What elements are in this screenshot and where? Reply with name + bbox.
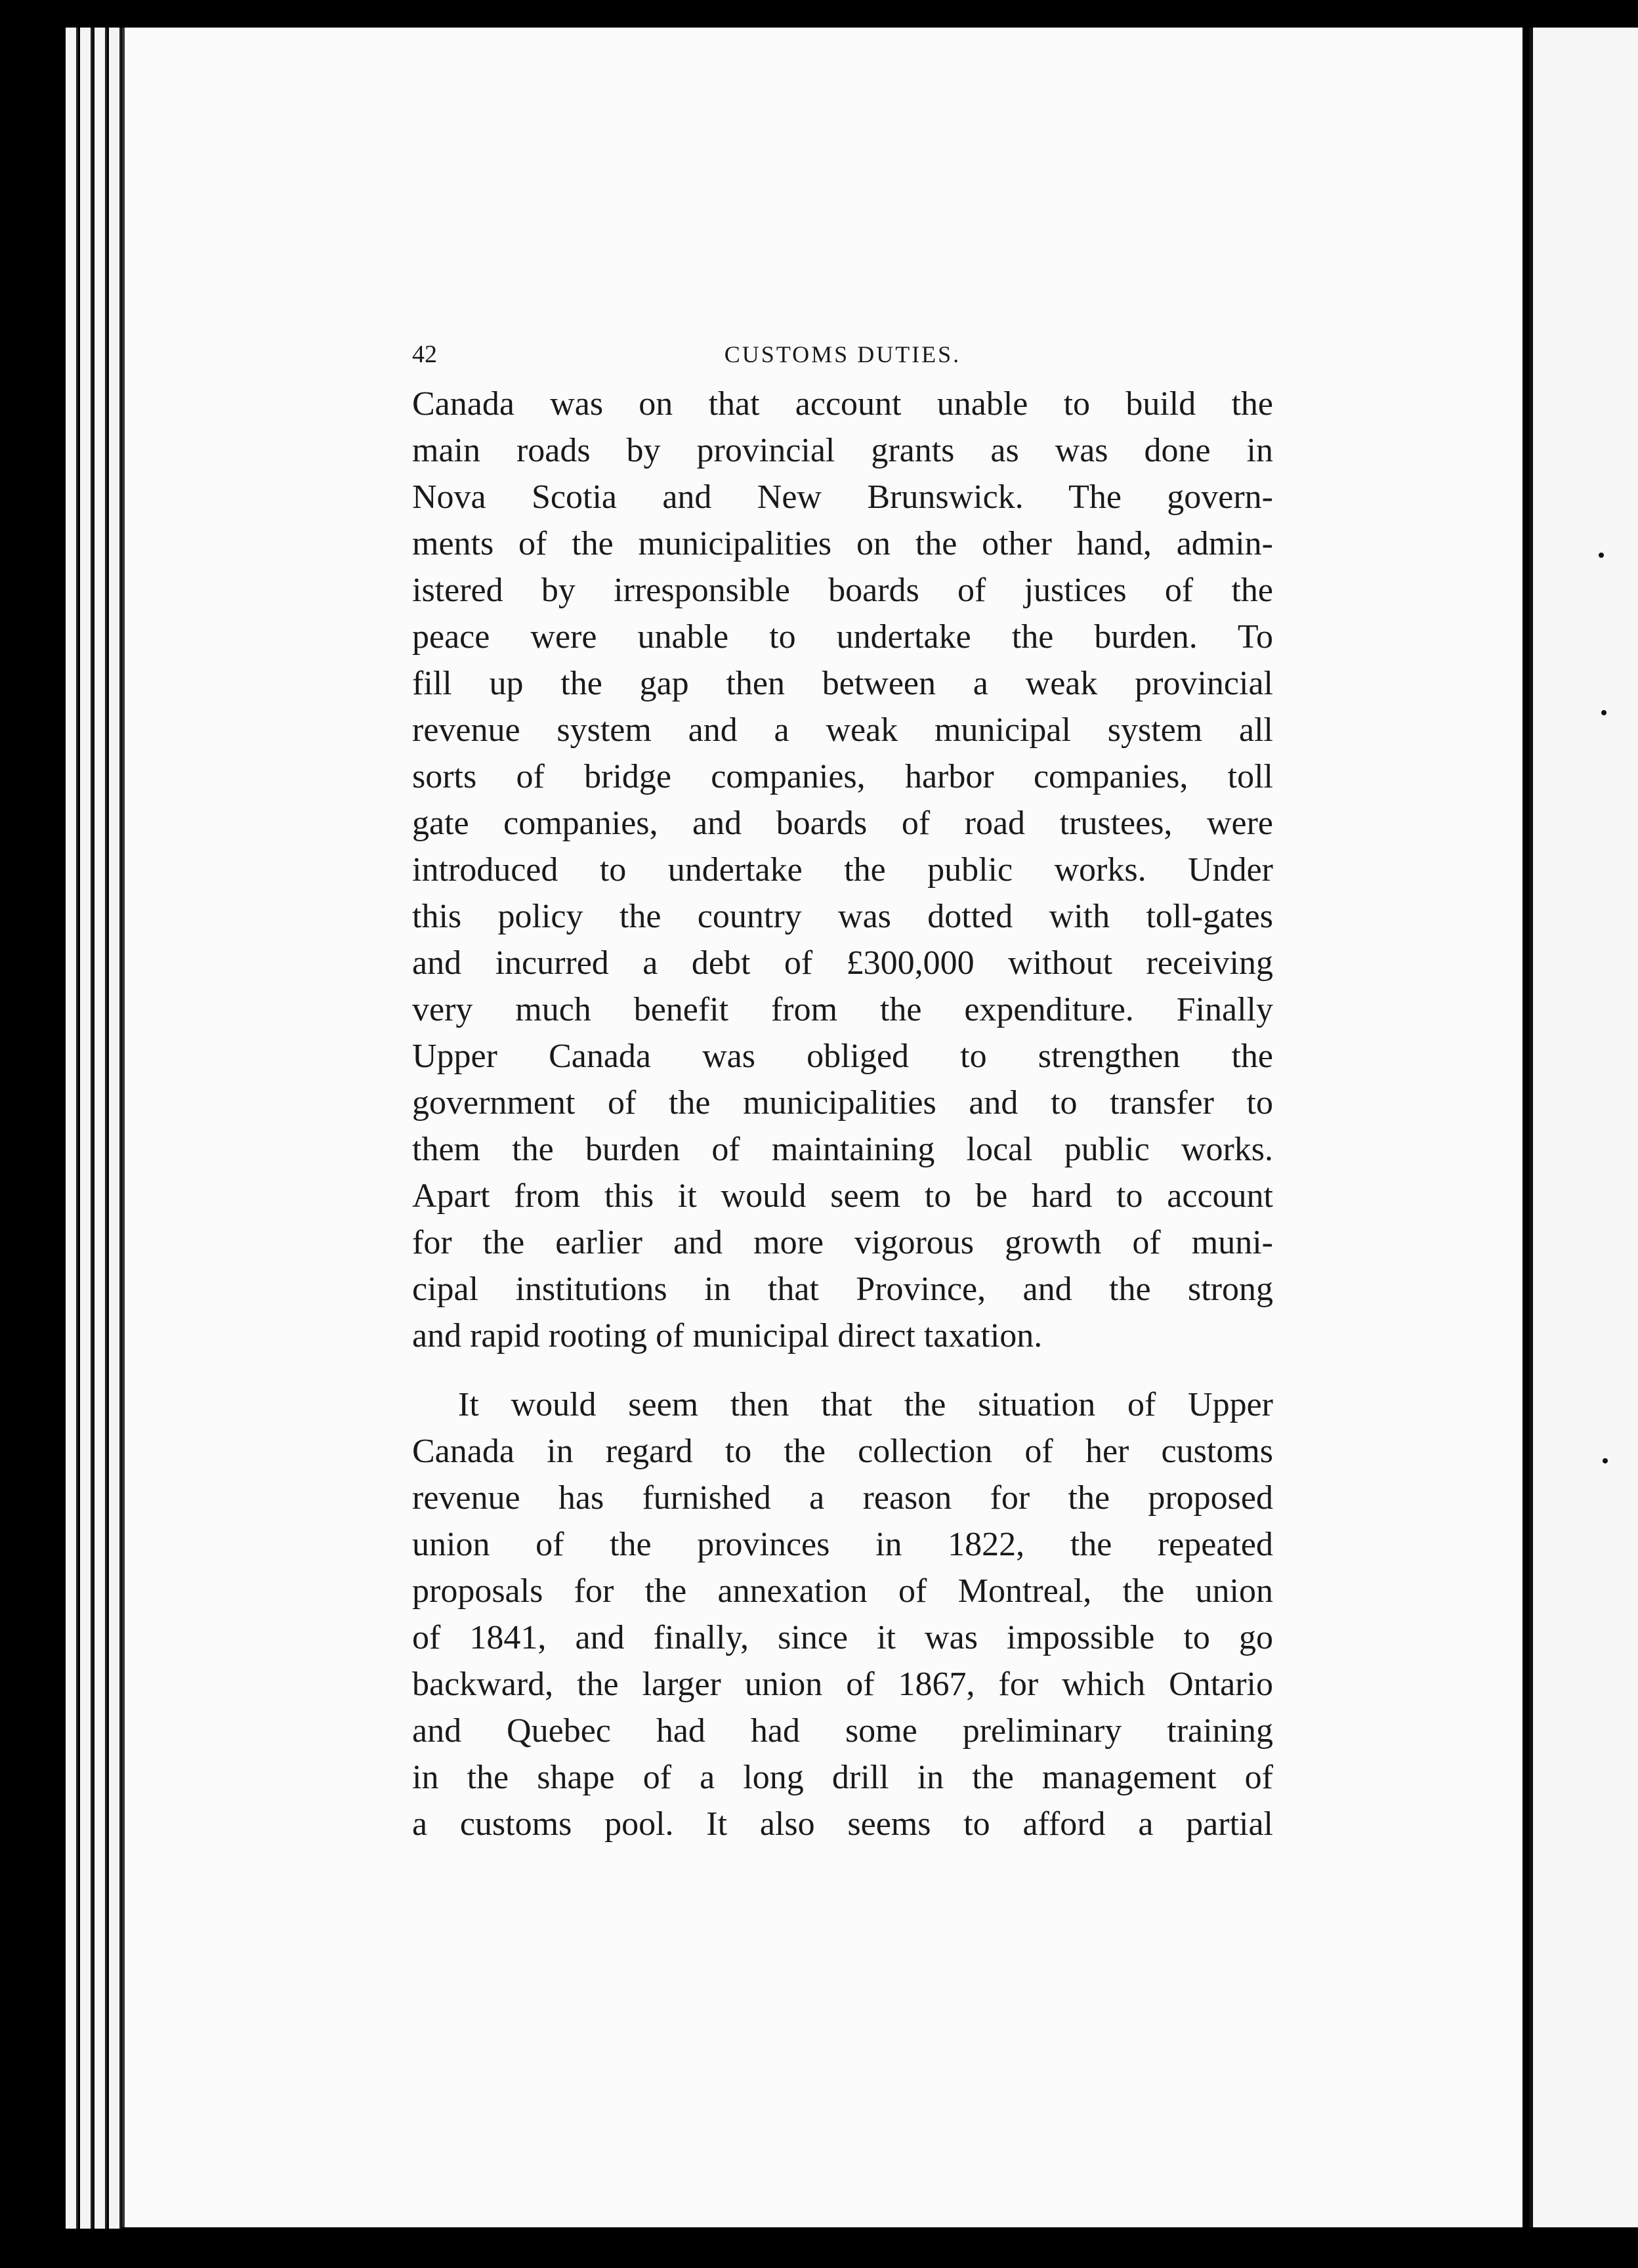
text-line: a customs pool. It also seems to afford a partial bbox=[412, 1805, 1273, 1843]
page-edge bbox=[80, 28, 93, 2229]
text-line: introduced to undertake the public works. Under bbox=[412, 851, 1273, 889]
page-edge bbox=[109, 28, 121, 2229]
text-line: very much benefit from the expenditure. Finally bbox=[412, 991, 1273, 1028]
scan-speck bbox=[1603, 1458, 1608, 1463]
text-line: istered by irresponsible boards of justices of the bbox=[412, 572, 1273, 609]
running-head-title: CUSTOMS DUTIES. bbox=[724, 341, 961, 368]
paragraph-1 bbox=[412, 381, 1273, 1359]
text-line: Canada in regard to the collection of her customs bbox=[412, 1433, 1273, 1470]
page-edge bbox=[66, 28, 78, 2229]
text-line: cipal institutions in that Province, and the strong bbox=[412, 1270, 1273, 1308]
text-line: Upper Canada was obliged to strengthen the bbox=[412, 1038, 1273, 1075]
text-line: sorts of bridge companies, harbor companies, toll bbox=[412, 758, 1273, 795]
text-line: government of the municipalities and to transfer to bbox=[412, 1084, 1273, 1122]
text-line: It would seem then that the situation of Upper bbox=[458, 1386, 1273, 1423]
text-line: and incurred a debt of £300,000 without receiving bbox=[412, 944, 1273, 982]
paragraph-2 bbox=[412, 1381, 1273, 1847]
text-line: and rapid rooting of municipal direct taxation. bbox=[412, 1317, 1043, 1354]
text-line: of 1841, and finally, since it was impossible to go bbox=[412, 1619, 1273, 1656]
text-line: backward, the larger union of 1867, for which Ontario bbox=[412, 1666, 1273, 1703]
text-line: and Quebec had had some preliminary training bbox=[412, 1712, 1273, 1750]
text-line: union of the provinces in 1822, the repeated bbox=[412, 1526, 1273, 1563]
text-line: ments of the municipalities on the other hand, admin- bbox=[412, 525, 1273, 562]
running-head bbox=[412, 328, 1273, 381]
text-line: Canada was on that account unable to build the bbox=[412, 385, 1273, 423]
text-line: Nova Scotia and New Brunswick. The govern- bbox=[412, 478, 1273, 516]
scan-speck bbox=[1601, 710, 1606, 715]
page-edge bbox=[94, 28, 107, 2229]
facing-page-edge bbox=[1529, 28, 1638, 2227]
text-line: gate companies, and boards of road trustees, were bbox=[412, 805, 1273, 842]
text-line: revenue system and a weak municipal system all bbox=[412, 711, 1273, 749]
text-line: fill up the gap then between a weak provincial bbox=[412, 665, 1273, 702]
text-line: for the earlier and more vigorous growth of muni- bbox=[412, 1224, 1273, 1261]
text-line: them the burden of maintaining local public works. bbox=[412, 1131, 1273, 1168]
text-line: proposals for the annexation of Montreal, the union bbox=[412, 1572, 1273, 1610]
text-line: this policy the country was dotted with toll-gates bbox=[412, 898, 1273, 935]
text-line: in the shape of a long drill in the management of bbox=[412, 1759, 1273, 1796]
scan-speck bbox=[1599, 553, 1604, 558]
page-number: 42 bbox=[412, 341, 437, 368]
text-line: Apart from this it would seem to be hard to account bbox=[412, 1177, 1273, 1215]
page-text bbox=[412, 328, 1273, 1847]
text-line: revenue has furnished a reason for the proposed bbox=[412, 1479, 1273, 1517]
text-line: peace were unable to undertake the burden. To bbox=[412, 618, 1273, 656]
text-line: main roads by provincial grants as was done in bbox=[412, 432, 1273, 469]
